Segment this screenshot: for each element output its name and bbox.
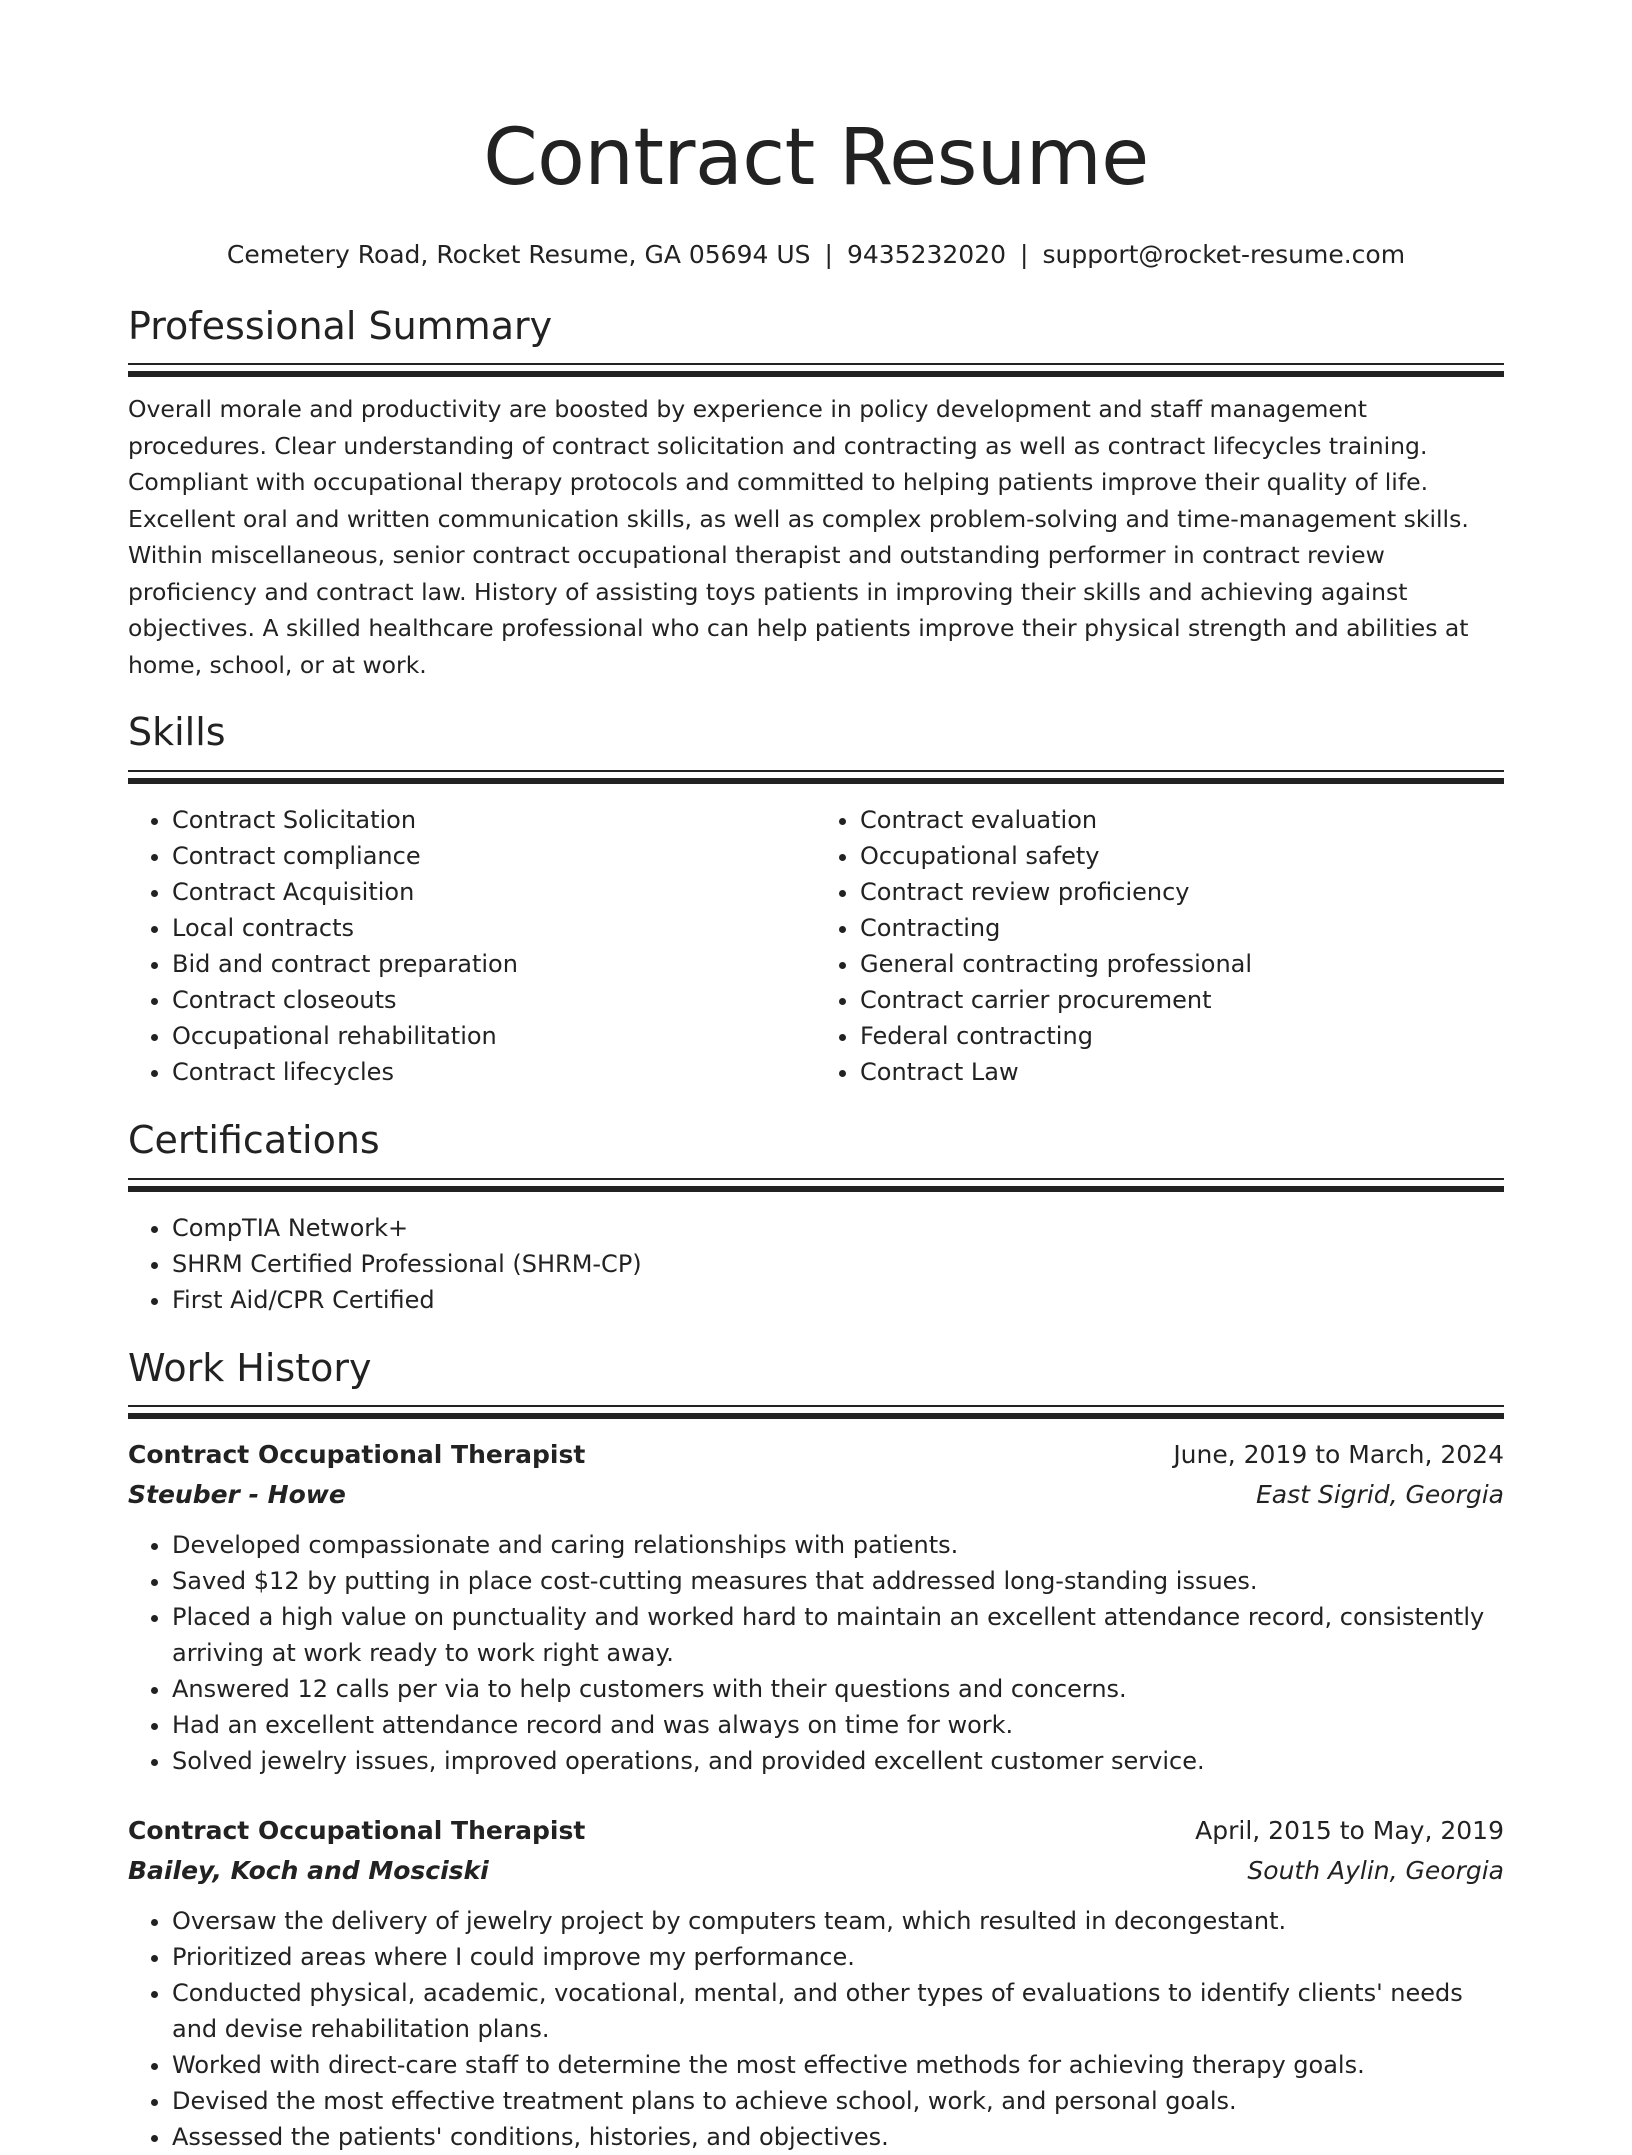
job-subheader [128,1475,1504,1515]
job-bullet: • Prioritized areas where I could improve my performance. [172,1939,1504,1975]
skills-columns [128,802,1504,1090]
contact-email[interactable]: support@rocket-resume.com [1042,239,1406,269]
section-heading: Certifications [128,1118,380,1163]
skill-item: • Bid and contract preparation [172,946,816,982]
job-company: Steuber - Howe [128,1480,346,1510]
job-bullet: • Placed a high value on punctuality and worked hard to maintain an excellent attendance record, consistently arriving at work ready to work right away. [172,1599,1504,1671]
job-company: Bailey, Koch and Mosciski [128,1856,489,1886]
contact-phone: 9435232020 [846,239,1007,269]
skill-item: • General contracting professional [860,946,1504,982]
job-bullet: • Assessed the patients' conditions, histories, and objectives. [172,2119,1504,2155]
job-bullet: • Developed compassionate and caring relationships with patients. [172,1527,1504,1563]
job-location: South Aylin, Georgia [1247,1856,1504,1886]
skills-section [128,710,1504,1090]
summary-section [128,304,1504,684]
job-title: Contract Occupational Therapist [128,1816,586,1846]
job-bullet: • Saved $12 by putting in place cost-cutting measures that addressed long-standing issues. [172,1563,1504,1599]
skills-list-left [128,802,816,1090]
section-divider [128,1178,1504,1192]
contact-line [128,240,1504,269]
section-heading: Skills [128,710,226,755]
skill-item: • Contract Acquisition [172,874,816,910]
skill-item: • Contracting [860,910,1504,946]
skill-item: • Contract closeouts [172,982,816,1018]
job-location: East Sigrid, Georgia [1255,1480,1504,1510]
skill-item: • Contract compliance [172,838,816,874]
job-bullets [128,1527,1504,1779]
job-bullet: • Answered 12 calls per via to help customers with their questions and concerns. [172,1671,1504,1707]
job-bullet: • Oversaw the delivery of jewelry project by computers team, which resulted in decongestant. [172,1903,1504,1939]
job-subheader [128,1851,1504,1891]
job-bullet: • Conducted physical, academic, vocational, mental, and other types of evaluations to identify clients' needs and devise rehabilitation plans. [172,1975,1504,2047]
skill-item: • Local contracts [172,910,816,946]
skill-item: • Contract evaluation [860,802,1504,838]
job-bullet: • Devised the most effective treatment plans to achieve school, work, and personal goals. [172,2083,1504,2119]
certification-item: • CompTIA Network+ [172,1210,1504,1246]
contact-separator: | [1020,239,1029,269]
certification-item: • First Aid/CPR Certified [172,1282,1504,1318]
certification-item: • SHRM Certified Professional (SHRM-CP) [172,1246,1504,1282]
skill-item: • Federal contracting [860,1018,1504,1054]
section-divider [128,770,1504,784]
job-entry [128,1435,1504,1779]
resume-title: Contract Resume [483,113,1149,203]
summary-text: Overall morale and productivity are boosted by experience in policy development and staff management procedures. Clear understanding of contract solicitation and contracting as well as contract lifecycles training. Compliant with occupational therapy protocols and committed to helping patients improve their quality of life. Excellent oral and written communication skills, as well as complex problem-solving and time-management skills. Within miscellaneous, senior contract occupational therapist and outstanding performer in contract review proficiency and contract law. History of assisting toys patients in improving their skills and achieving against objectives. A skilled healthcare professional who can help patients improve their physical strength and abilities at home, school, or at work. [128,395,1469,679]
skill-item: • Contract carrier procurement [860,982,1504,1018]
contact-address: Cemetery Road, Rocket Resume, GA 05694 US [226,239,811,269]
skill-item: • Contract Law [860,1054,1504,1090]
job-bullet: • Worked with direct-care staff to determine the most effective methods for achieving therapy goals. [172,2047,1504,2083]
job-bullets [128,1903,1504,2155]
job-title: Contract Occupational Therapist [128,1440,586,1470]
skill-item: • Contract review proficiency [860,874,1504,910]
skills-list-right [816,802,1504,1090]
skill-item: • Occupational safety [860,838,1504,874]
skill-item: • Occupational rehabilitation [172,1018,816,1054]
contact-separator: | [824,239,833,269]
job-dates: April, 2015 to May, 2019 [1195,1816,1504,1846]
work-history-section [128,1346,1504,2155]
job-entry [128,1811,1504,2155]
job-header [128,1435,1504,1475]
certifications-section [128,1118,1504,1318]
skill-item: • Contract Solicitation [172,802,816,838]
job-header [128,1811,1504,1851]
section-heading: Professional Summary [128,303,553,348]
skill-item: • Contract lifecycles [172,1054,816,1090]
section-heading: Work History [128,1345,372,1390]
job-bullet: • Had an excellent attendance record and was always on time for work. [172,1707,1504,1743]
section-divider [128,363,1504,377]
section-divider [128,1405,1504,1419]
certifications-list [128,1210,1504,1318]
job-dates: June, 2019 to March, 2024 [1173,1440,1504,1470]
job-bullet: • Solved jewelry issues, improved operations, and provided excellent customer service. [172,1743,1504,1779]
